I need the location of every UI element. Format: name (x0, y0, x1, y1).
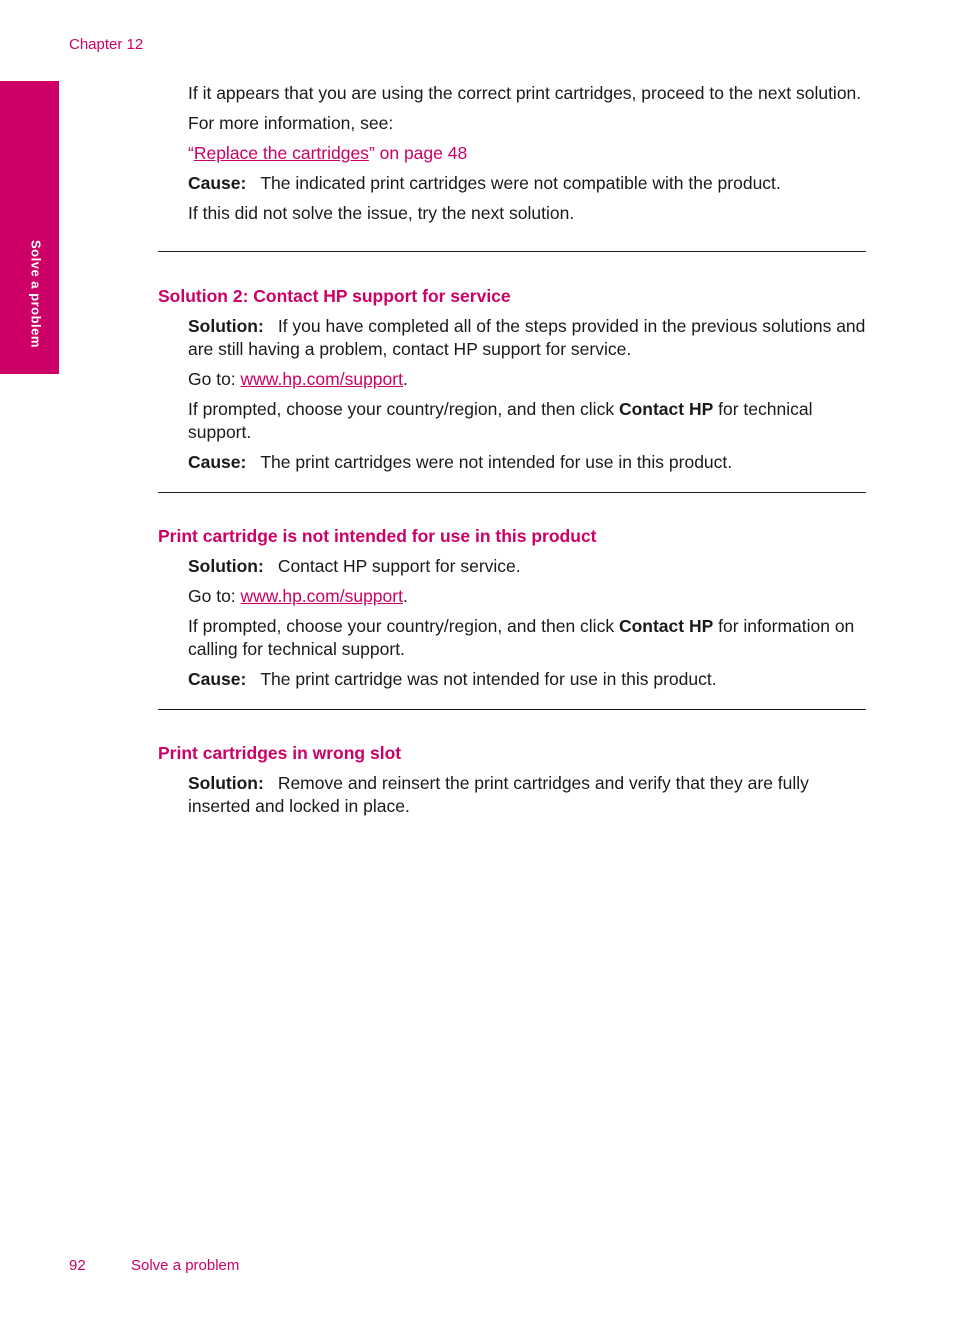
cause-paragraph (188, 668, 866, 691)
intro-paragraph-1: If it appears that you are using the correct print cartridges, proceed to the next solution. (188, 83, 862, 103)
hp-support-link[interactable]: www.hp.com/support (240, 369, 403, 389)
solution-paragraph (188, 555, 866, 578)
solution-text: If you have completed all of the steps provided in the previous solutions and are still having a problem, contact HP support for service. (188, 316, 866, 359)
solution-label: Solution: (188, 556, 264, 576)
solution-label: Solution: (188, 773, 264, 793)
hp-support-link[interactable]: www.hp.com/support (240, 586, 403, 606)
footer-title: Solve a problem (131, 1257, 240, 1274)
cause-label: Cause: (188, 173, 247, 193)
goto-paragraph (188, 585, 866, 608)
section-heading: Solution 2: Contact HP support for service (158, 286, 511, 306)
section-heading: Print cartridges in wrong slot (158, 743, 402, 763)
cause-label: Cause: (188, 452, 247, 472)
contact-hp-bold: Contact HP (618, 399, 714, 419)
cause-label: Cause: (188, 669, 247, 689)
contact-hp-bold: Contact HP (618, 616, 714, 636)
cause-text: The indicated print cartridges were not compatible with the product. (260, 173, 781, 193)
prompt-text-a: If prompted, choose your country/region, and then click (188, 399, 619, 419)
prompt-text-a: If prompted, choose your country/region, and then click (188, 616, 619, 636)
goto-prefix: Go to: (188, 586, 241, 606)
solution-text: Contact HP support for service. (277, 556, 521, 576)
replace-cartridges-link[interactable]: Replace the cartridges (193, 143, 369, 163)
ref-open-quote: “ (188, 143, 194, 163)
intro-paragraph-2: For more information, see: (188, 113, 394, 133)
intro-cause (188, 172, 866, 195)
cause-text: The print cartridges were not intended for use in this product. (260, 452, 733, 472)
solution-label: Solution: (188, 316, 264, 336)
prompt-text-b: for technical support. (188, 399, 813, 442)
intro-reference (188, 142, 866, 165)
goto-suffix: . (402, 369, 408, 389)
intro-paragraph-3: If this did not solve the issue, try the next solution. (188, 203, 575, 223)
prompt-paragraph (188, 615, 866, 661)
page-content (158, 81, 866, 818)
goto-suffix: . (402, 586, 408, 606)
section-heading: Print cartridge is not intended for use in this product (158, 526, 597, 546)
goto-paragraph (188, 368, 866, 391)
goto-prefix: Go to: (188, 369, 241, 389)
cause-text: The print cartridge was not intended for use in this product. (260, 669, 717, 689)
page-number: 92 (69, 1257, 86, 1274)
cause-paragraph (188, 451, 866, 474)
chapter-header: Chapter 12 (69, 36, 144, 53)
prompt-text-b: for information on calling for technical support. (188, 616, 855, 659)
side-tab-label: Solve a problem (28, 240, 44, 348)
prompt-paragraph (188, 398, 866, 444)
solution-text: Remove and reinsert the print cartridges and verify that they are fully inserted and locked in place. (188, 773, 809, 816)
solution-paragraph (188, 772, 866, 818)
solution-paragraph (188, 315, 866, 361)
ref-tail: ” on page 48 (368, 143, 468, 163)
